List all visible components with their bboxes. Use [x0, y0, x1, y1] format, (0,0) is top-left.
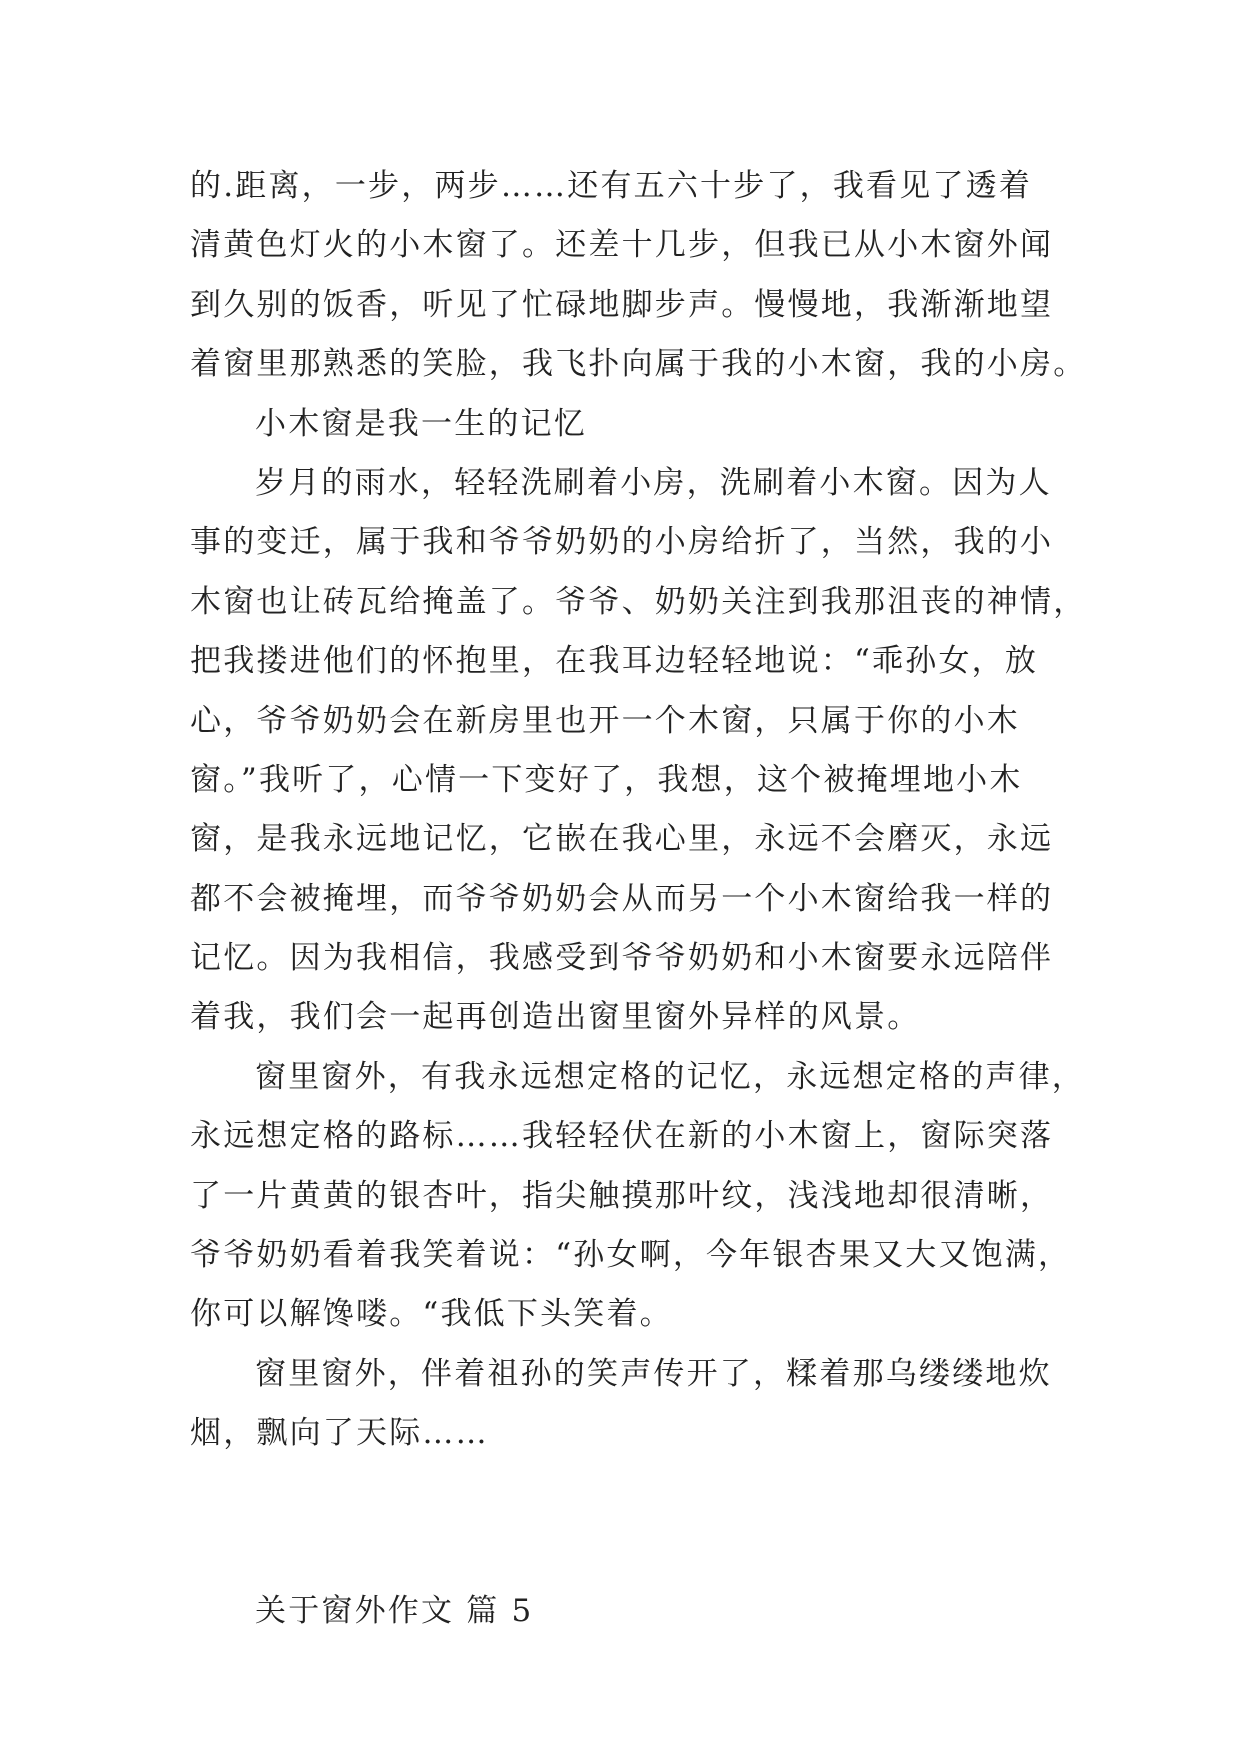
text-line: 窗。”我听了，心情一下变好了，我想，这个被掩埋地小木 — [190, 761, 1023, 798]
text-line: 爷爷奶奶看着我笑着说：“孙女啊，今年银杏果又大又饱满， — [190, 1237, 1072, 1274]
section-heading: 小木窗是我一生的记忆 — [255, 405, 587, 442]
text-line: 着我，我们会一起再创造出窗里窗外异样的风景。 — [190, 999, 921, 1036]
paragraph-gap — [190, 1464, 1050, 1582]
text-line: 记忆。因为我相信，我感受到爷爷奶奶和小木窗要永远陪伴 — [190, 940, 1054, 977]
text-line: 都不会被掩埋，而爷爷奶奶会从而另一个小木窗给我一样的 — [190, 880, 1054, 917]
text-line: 岁月的雨水，轻轻洗刷着小房，洗刷着小木窗。因为人 — [255, 464, 1052, 501]
text-line: 了一片黄黄的银杏叶，指尖触摸那叶纹，浅浅地却很清晰， — [190, 1177, 1054, 1214]
text-line: 的.距离，一步，两步……还有五六十步了，我看见了透着 — [190, 168, 1033, 204]
text-line: 木窗也让砖瓦给掩盖了。爷爷、奶奶关注到我那沮丧的神情， — [190, 583, 1087, 620]
text-line: 窗里窗外，伴着祖孙的笑声传开了，糅着那乌缕缕地炊 — [255, 1355, 1052, 1392]
text-line: 永远想定格的路标……我轻轻伏在新的小木窗上，窗际突落 — [190, 1118, 1054, 1155]
text-line: 心，爷爷奶奶会在新房里也开一个木窗，只属于你的小木 — [190, 702, 1020, 739]
document-body — [190, 157, 1087, 1641]
text-line: 你可以解馋喽。“我低下头笑着。 — [190, 1296, 673, 1333]
text-line: 烟，飘向了天际…… — [190, 1415, 489, 1452]
text-line: 清黄色灯火的小木窗了。还差十几步，但我已从小木窗外闻 — [190, 227, 1054, 264]
text-line: 到久别的饭香，听见了忙碌地脚步声。慢慢地，我渐渐地望 — [190, 286, 1054, 323]
text-line: 把我搂进他们的怀抱里，在我耳边轻轻地说：“乖孙女，放 — [190, 643, 1039, 680]
text-line: 事的变迁，属于我和爷爷奶奶的小房给折了，当然，我的小 — [190, 524, 1054, 561]
text-line: 着窗里那熟悉的笑脸，我飞扑向属于我的小木窗，我的小房。 — [190, 346, 1087, 383]
text-line: 窗，是我永远地记忆，它嵌在我心里，永远不会磨灭，永远 — [190, 821, 1054, 858]
text-line: 窗里窗外，有我永远想定格的记忆，永远想定格的声律， — [255, 1058, 1085, 1095]
essay-heading: 关于窗外作文 篇 5 — [255, 1592, 534, 1629]
